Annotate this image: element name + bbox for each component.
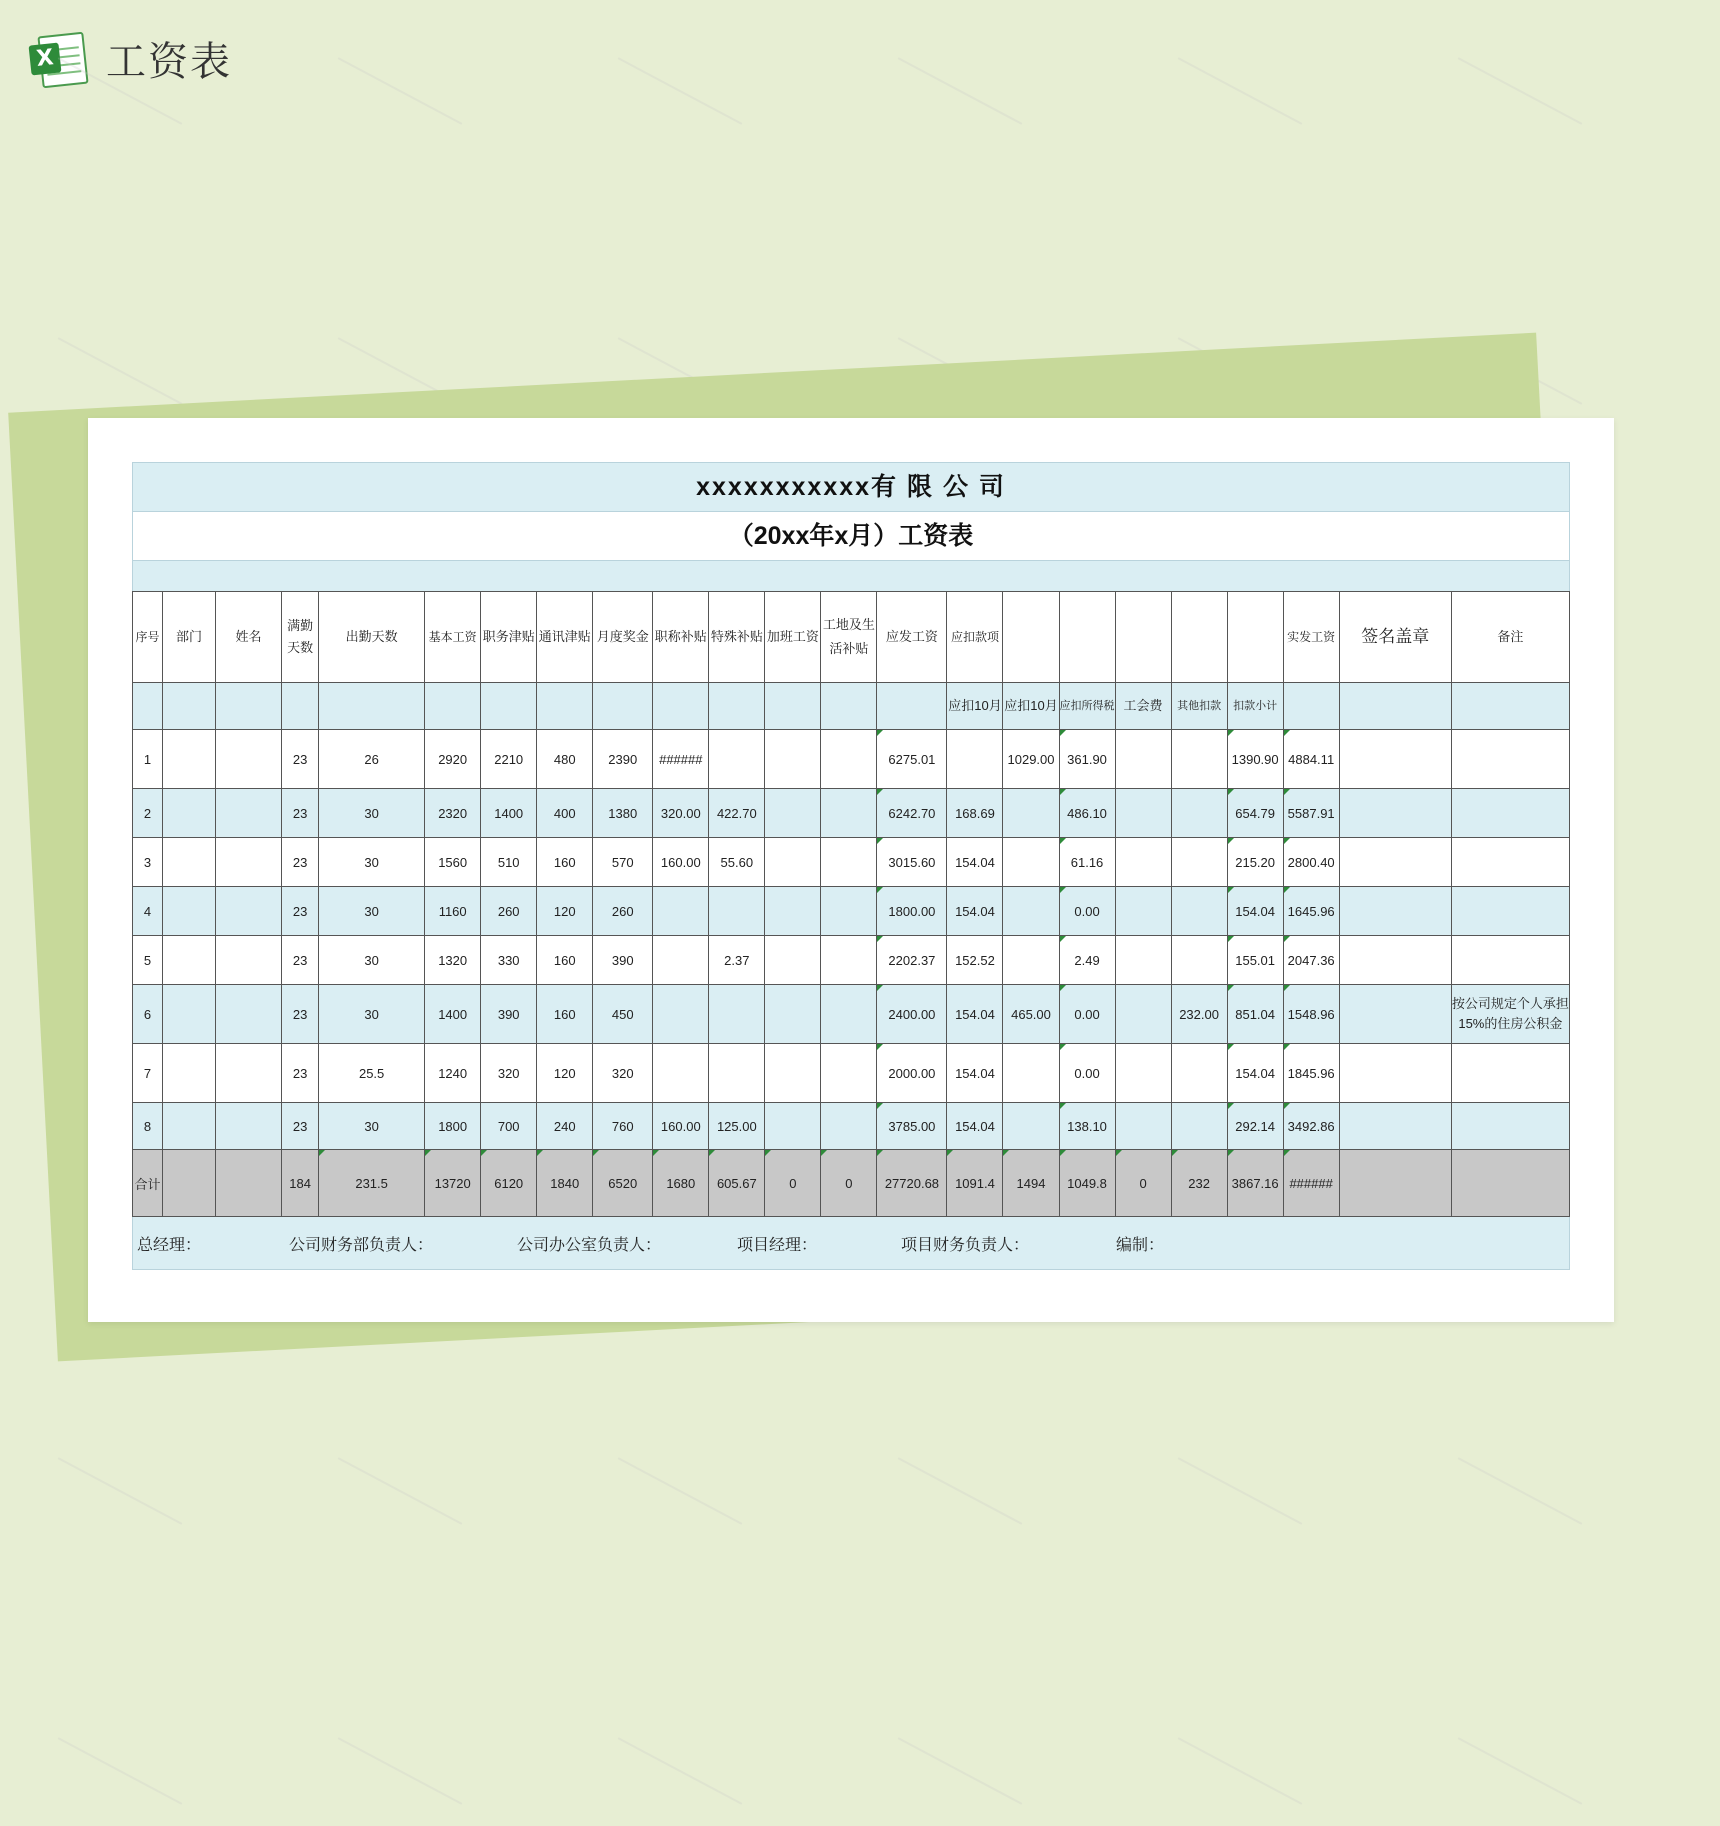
subheader-cell xyxy=(216,683,282,730)
table-cell xyxy=(1451,1044,1569,1103)
table-cell: 160 xyxy=(537,985,593,1044)
table-cell xyxy=(709,730,765,789)
table-cell xyxy=(1115,1044,1171,1103)
table-cell: 7 xyxy=(133,1044,163,1103)
table-cell xyxy=(163,1044,216,1103)
header-cell: 基本工资 xyxy=(425,592,481,683)
table-cell: 292.14 xyxy=(1227,1103,1283,1150)
table-cell: 1800.00 xyxy=(877,887,947,936)
table-cell xyxy=(709,985,765,1044)
table-cell: 8 xyxy=(133,1103,163,1150)
table-cell xyxy=(1171,1103,1227,1150)
table-cell: 154.04 xyxy=(947,838,1003,887)
table-cell: 61.16 xyxy=(1059,838,1115,887)
total-cell: 6520 xyxy=(593,1150,653,1217)
table-cell: 1800 xyxy=(425,1103,481,1150)
table-cell xyxy=(821,838,877,887)
header-cell: 职务津贴 xyxy=(481,592,537,683)
header-cell: 出勤天数 xyxy=(319,592,425,683)
total-cell: ###### xyxy=(1283,1150,1339,1217)
table-cell xyxy=(1339,838,1451,887)
header-cell: 序号 xyxy=(133,592,163,683)
header-cell xyxy=(1171,592,1227,683)
table-row xyxy=(133,985,1570,1044)
app-header xyxy=(30,30,232,87)
subheader-cell xyxy=(163,683,216,730)
table-cell xyxy=(765,789,821,838)
footer-gm: 总经理： xyxy=(137,1237,202,1254)
total-cell: 合计 xyxy=(133,1150,163,1217)
header-cell: 应发工资 xyxy=(877,592,947,683)
table-cell xyxy=(1115,789,1171,838)
table-cell: 138.10 xyxy=(1059,1103,1115,1150)
table-cell: 400 xyxy=(537,789,593,838)
table-cell xyxy=(821,789,877,838)
table-cell xyxy=(1003,789,1059,838)
watermark-mark xyxy=(618,57,743,124)
table-cell: 按公司规定个人承担15%的住房公积金 xyxy=(1451,985,1569,1044)
table-cell xyxy=(1339,936,1451,985)
total-cell xyxy=(1451,1150,1569,1217)
table-cell: 422.70 xyxy=(709,789,765,838)
table-cell xyxy=(216,887,282,936)
table-cell xyxy=(163,838,216,887)
table-cell: 1845.96 xyxy=(1283,1044,1339,1103)
subheader-cell xyxy=(1283,683,1339,730)
table-cell: 154.04 xyxy=(1227,887,1283,936)
table-cell: 30 xyxy=(319,887,425,936)
subheader-cell xyxy=(537,683,593,730)
table-row xyxy=(133,1044,1570,1103)
table-cell: 6242.70 xyxy=(877,789,947,838)
table-cell xyxy=(1171,730,1227,789)
table-cell: 1400 xyxy=(425,985,481,1044)
table-cell: 4884.11 xyxy=(1283,730,1339,789)
footer-compiler: 编制： xyxy=(1116,1237,1165,1254)
table-cell: 5 xyxy=(133,936,163,985)
watermark-mark xyxy=(1458,1457,1583,1524)
table-cell: 700 xyxy=(481,1103,537,1150)
subheader-cell xyxy=(709,683,765,730)
table-cell: 654.79 xyxy=(1227,789,1283,838)
table-cell: 0.00 xyxy=(1059,1044,1115,1103)
watermark-mark xyxy=(1178,1737,1303,1804)
table-row xyxy=(133,936,1570,985)
table-cell xyxy=(1171,789,1227,838)
table-cell: 486.10 xyxy=(1059,789,1115,838)
table-cell: 510 xyxy=(481,838,537,887)
sheet-subtitle: （20xx年x月）工资表 xyxy=(132,511,1570,560)
table-cell: 23 xyxy=(282,730,319,789)
table-cell: 152.52 xyxy=(947,936,1003,985)
company-title: xxxxxxxxxxx有 限 公 司 xyxy=(132,462,1570,511)
table-cell xyxy=(1003,887,1059,936)
table-cell: 2320 xyxy=(425,789,481,838)
table-cell xyxy=(765,1044,821,1103)
watermark-mark xyxy=(1178,57,1303,124)
subheader-cell xyxy=(1451,683,1569,730)
table-cell xyxy=(653,887,709,936)
table-cell xyxy=(765,985,821,1044)
total-cell: 27720.68 xyxy=(877,1150,947,1217)
table-cell: 3785.00 xyxy=(877,1103,947,1150)
subheader-cell xyxy=(282,683,319,730)
table-cell xyxy=(1115,1103,1171,1150)
total-cell: 232 xyxy=(1171,1150,1227,1217)
subheader-cell xyxy=(877,683,947,730)
subheader-cell xyxy=(319,683,425,730)
total-cell: 1049.8 xyxy=(1059,1150,1115,1217)
total-cell: 6120 xyxy=(481,1150,537,1217)
header-cell: 月度奖金 xyxy=(593,592,653,683)
signature-footer xyxy=(132,1217,1570,1270)
subheader-cell: 应扣10月 xyxy=(1003,683,1059,730)
table-cell: 0.00 xyxy=(1059,887,1115,936)
table-row xyxy=(133,887,1570,936)
header-cell: 签名盖章 xyxy=(1339,592,1451,683)
table-cell: 23 xyxy=(282,985,319,1044)
table-cell xyxy=(1115,730,1171,789)
subheader-cell: 应扣所得税 xyxy=(1059,683,1115,730)
header-cell: 通讯津贴 xyxy=(537,592,593,683)
subheader-row xyxy=(133,683,1570,730)
watermark-mark xyxy=(58,1737,183,1804)
watermark-mark xyxy=(338,57,463,124)
payroll-sheet xyxy=(132,462,1570,1270)
table-cell: 55.60 xyxy=(709,838,765,887)
table-cell xyxy=(1003,1044,1059,1103)
table-cell: 2390 xyxy=(593,730,653,789)
subheader-cell xyxy=(653,683,709,730)
table-cell: 2202.37 xyxy=(877,936,947,985)
table-cell: 26 xyxy=(319,730,425,789)
watermark-mark xyxy=(338,1737,463,1804)
total-cell: 0 xyxy=(821,1150,877,1217)
payroll-table xyxy=(132,591,1570,1217)
table-cell: 390 xyxy=(481,985,537,1044)
watermark-mark xyxy=(58,1457,183,1524)
table-cell: 3 xyxy=(133,838,163,887)
table-cell xyxy=(216,985,282,1044)
table-cell: 23 xyxy=(282,1044,319,1103)
table-cell: 1548.96 xyxy=(1283,985,1339,1044)
table-cell: 2047.36 xyxy=(1283,936,1339,985)
table-row xyxy=(133,1103,1570,1150)
table-cell xyxy=(821,985,877,1044)
watermark-mark xyxy=(618,1737,743,1804)
watermark-mark xyxy=(898,1737,1023,1804)
table-cell: 3015.60 xyxy=(877,838,947,887)
table-cell: 155.01 xyxy=(1227,936,1283,985)
total-cell: 1840 xyxy=(537,1150,593,1217)
table-cell: 2 xyxy=(133,789,163,838)
table-cell xyxy=(1003,838,1059,887)
subheader-cell xyxy=(821,683,877,730)
table-cell xyxy=(1171,838,1227,887)
header-cell: 部门 xyxy=(163,592,216,683)
table-cell: 23 xyxy=(282,887,319,936)
total-cell xyxy=(1339,1150,1451,1217)
table-cell: 1160 xyxy=(425,887,481,936)
subheader-cell xyxy=(765,683,821,730)
table-cell xyxy=(653,985,709,1044)
table-cell xyxy=(1003,1103,1059,1150)
table-cell xyxy=(709,887,765,936)
footer-finance-head: 公司财务部负责人： xyxy=(289,1237,434,1254)
header-cell: 工地及生活补贴 xyxy=(821,592,877,683)
table-cell: 30 xyxy=(319,789,425,838)
table-row xyxy=(133,838,1570,887)
table-cell: 232.00 xyxy=(1171,985,1227,1044)
table-cell xyxy=(1003,936,1059,985)
table-cell xyxy=(1171,887,1227,936)
table-cell: 154.04 xyxy=(947,985,1003,1044)
table-cell: 3492.86 xyxy=(1283,1103,1339,1150)
table-cell xyxy=(1451,887,1569,936)
table-cell: 30 xyxy=(319,985,425,1044)
footer-office-head: 公司办公室负责人： xyxy=(517,1237,662,1254)
table-cell: 1400 xyxy=(481,789,537,838)
subheader-cell: 应扣10月 xyxy=(947,683,1003,730)
table-cell: 260 xyxy=(481,887,537,936)
table-body xyxy=(133,730,1570,1217)
table-cell xyxy=(821,1044,877,1103)
table-cell: 23 xyxy=(282,838,319,887)
table-cell xyxy=(765,887,821,936)
footer-project-finance: 项目财务负责人： xyxy=(901,1237,1030,1254)
table-cell: 154.04 xyxy=(947,887,1003,936)
total-row xyxy=(133,1150,1570,1217)
subheader-cell: 工会费 xyxy=(1115,683,1171,730)
header-cell: 加班工资 xyxy=(765,592,821,683)
table-cell xyxy=(1339,887,1451,936)
table-cell xyxy=(163,1103,216,1150)
table-cell xyxy=(163,789,216,838)
table-cell xyxy=(947,730,1003,789)
table-cell xyxy=(1115,985,1171,1044)
watermark-mark xyxy=(1458,1737,1583,1804)
table-cell: 23 xyxy=(282,789,319,838)
total-cell: 231.5 xyxy=(319,1150,425,1217)
total-cell: 184 xyxy=(282,1150,319,1217)
table-cell: 30 xyxy=(319,1103,425,1150)
watermark-mark xyxy=(1458,57,1583,124)
table-cell xyxy=(1451,789,1569,838)
table-cell xyxy=(1451,730,1569,789)
header-cell xyxy=(1059,592,1115,683)
table-cell xyxy=(1171,936,1227,985)
table-cell xyxy=(765,730,821,789)
app-title: 工资表 xyxy=(106,40,232,84)
table-cell xyxy=(821,936,877,985)
table-cell: 2400.00 xyxy=(877,985,947,1044)
table-cell: 330 xyxy=(481,936,537,985)
table-cell: 5587.91 xyxy=(1283,789,1339,838)
table-cell: 1 xyxy=(133,730,163,789)
table-cell: 154.04 xyxy=(947,1103,1003,1150)
footer-project-manager: 项目经理： xyxy=(737,1237,818,1254)
header-cell: 实发工资 xyxy=(1283,592,1339,683)
table-cell: 160.00 xyxy=(653,1103,709,1150)
watermark-mark xyxy=(1178,1457,1303,1524)
table-cell: 2920 xyxy=(425,730,481,789)
table-cell: 320 xyxy=(593,1044,653,1103)
table-cell: 6275.01 xyxy=(877,730,947,789)
table-cell: 30 xyxy=(319,936,425,985)
table-cell: 168.69 xyxy=(947,789,1003,838)
table-cell: 160 xyxy=(537,936,593,985)
table-cell: 2.37 xyxy=(709,936,765,985)
subheader-cell xyxy=(425,683,481,730)
table-cell xyxy=(765,936,821,985)
header-cell: 姓名 xyxy=(216,592,282,683)
header-cell: 满勤天数 xyxy=(282,592,319,683)
table-cell: 154.04 xyxy=(947,1044,1003,1103)
table-cell xyxy=(653,936,709,985)
table-cell: 320.00 xyxy=(653,789,709,838)
table-cell xyxy=(216,838,282,887)
table-cell: 30 xyxy=(319,838,425,887)
table-cell: 390 xyxy=(593,936,653,985)
total-cell xyxy=(163,1150,216,1217)
total-cell: 1494 xyxy=(1003,1150,1059,1217)
table-cell: 4 xyxy=(133,887,163,936)
table-cell: 851.04 xyxy=(1227,985,1283,1044)
table-cell xyxy=(1451,936,1569,985)
total-cell: 3867.16 xyxy=(1227,1150,1283,1217)
header-cell: 职称补贴 xyxy=(653,592,709,683)
table-cell xyxy=(821,1103,877,1150)
header-cell: 特殊补贴 xyxy=(709,592,765,683)
table-cell: 240 xyxy=(537,1103,593,1150)
table-row xyxy=(133,730,1570,789)
table-cell xyxy=(163,936,216,985)
table-cell: 1645.96 xyxy=(1283,887,1339,936)
total-cell: 605.67 xyxy=(709,1150,765,1217)
table-cell xyxy=(216,789,282,838)
table-cell: 6 xyxy=(133,985,163,1044)
subheader-cell xyxy=(593,683,653,730)
total-cell: 13720 xyxy=(425,1150,481,1217)
table-cell xyxy=(765,1103,821,1150)
total-cell xyxy=(216,1150,282,1217)
table-cell: 361.90 xyxy=(1059,730,1115,789)
table-cell: 2800.40 xyxy=(1283,838,1339,887)
table-cell xyxy=(216,730,282,789)
table-cell: 480 xyxy=(537,730,593,789)
table-cell: 760 xyxy=(593,1103,653,1150)
table-cell: 2210 xyxy=(481,730,537,789)
table-cell: 260 xyxy=(593,887,653,936)
table-cell: 160.00 xyxy=(653,838,709,887)
table-cell: 2000.00 xyxy=(877,1044,947,1103)
table-cell xyxy=(1171,1044,1227,1103)
table-cell: 120 xyxy=(537,887,593,936)
table-cell: 1320 xyxy=(425,936,481,985)
subheader-cell: 其他扣款 xyxy=(1171,683,1227,730)
table-cell xyxy=(1339,789,1451,838)
header-cell: 备注 xyxy=(1451,592,1569,683)
table-cell xyxy=(653,1044,709,1103)
table-cell xyxy=(216,936,282,985)
total-cell: 0 xyxy=(765,1150,821,1217)
total-cell: 1680 xyxy=(653,1150,709,1217)
table-cell: 450 xyxy=(593,985,653,1044)
total-cell: 0 xyxy=(1115,1150,1171,1217)
watermark-mark xyxy=(618,1457,743,1524)
table-cell: 25.5 xyxy=(319,1044,425,1103)
subheader-cell xyxy=(481,683,537,730)
table-cell xyxy=(1115,887,1171,936)
subheader-cell: 扣款小计 xyxy=(1227,683,1283,730)
table-cell: 125.00 xyxy=(709,1103,765,1150)
watermark-mark xyxy=(898,1457,1023,1524)
table-cell: 570 xyxy=(593,838,653,887)
table-cell: 1029.00 xyxy=(1003,730,1059,789)
table-cell xyxy=(1339,730,1451,789)
table-cell xyxy=(1115,838,1171,887)
table-cell: 1560 xyxy=(425,838,481,887)
table-cell: 465.00 xyxy=(1003,985,1059,1044)
table-cell: 23 xyxy=(282,936,319,985)
table-cell: 120 xyxy=(537,1044,593,1103)
table-cell: 1380 xyxy=(593,789,653,838)
table-cell xyxy=(1451,1103,1569,1150)
table-cell: 2.49 xyxy=(1059,936,1115,985)
header-row xyxy=(133,592,1570,683)
header-cell xyxy=(1003,592,1059,683)
table-cell xyxy=(216,1044,282,1103)
table-cell xyxy=(821,887,877,936)
table-cell: 215.20 xyxy=(1227,838,1283,887)
table-cell xyxy=(163,887,216,936)
watermark-mark xyxy=(58,337,183,404)
table-cell xyxy=(1115,936,1171,985)
table-cell: 0.00 xyxy=(1059,985,1115,1044)
table-cell xyxy=(1339,985,1451,1044)
table-cell xyxy=(1451,838,1569,887)
table-row xyxy=(133,789,1570,838)
table-cell: 154.04 xyxy=(1227,1044,1283,1103)
table-cell: 320 xyxy=(481,1044,537,1103)
header-cell: 应扣款项 xyxy=(947,592,1003,683)
watermark-mark xyxy=(898,57,1023,124)
header-cell xyxy=(1115,592,1171,683)
table-cell: 1240 xyxy=(425,1044,481,1103)
watermark-mark xyxy=(338,1457,463,1524)
table-cell: 1390.90 xyxy=(1227,730,1283,789)
table-cell xyxy=(1339,1103,1451,1150)
header-cell xyxy=(1227,592,1283,683)
table-cell xyxy=(709,1044,765,1103)
table-cell xyxy=(163,730,216,789)
subheader-cell xyxy=(1339,683,1451,730)
table-cell xyxy=(1339,1044,1451,1103)
table-cell xyxy=(765,838,821,887)
blank-band xyxy=(132,560,1570,591)
excel-icon: X xyxy=(30,32,84,86)
table-cell xyxy=(216,1103,282,1150)
table-cell: ###### xyxy=(653,730,709,789)
table-cell xyxy=(821,730,877,789)
table-cell xyxy=(163,985,216,1044)
table-cell: 23 xyxy=(282,1103,319,1150)
table-cell: 160 xyxy=(537,838,593,887)
subheader-cell xyxy=(133,683,163,730)
total-cell: 1091.4 xyxy=(947,1150,1003,1217)
